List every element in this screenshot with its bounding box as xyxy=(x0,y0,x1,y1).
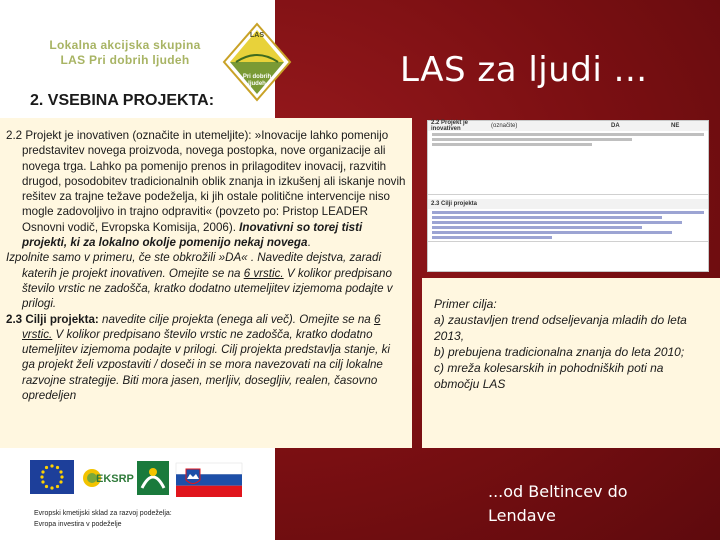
eafrd-logo-icon xyxy=(80,460,134,496)
fill-instructions-b: V kolikor predpisano število vrstic ne zadošča, kratko dodatno utemeljitev izjemoma podajte v prilogi. xyxy=(22,266,393,311)
innovation-end: . xyxy=(307,236,311,250)
goal-example xyxy=(434,296,704,392)
logo-bottom-line1: Pri dobrih xyxy=(242,74,272,80)
eu-flag-icon xyxy=(30,460,74,494)
slide-title: LAS za ljudi ... xyxy=(400,50,648,90)
form-yes-label: DA xyxy=(611,123,620,129)
tagline xyxy=(488,480,628,528)
innovation-paragraph xyxy=(6,128,406,250)
goals-text-b: V kolikor predpisano število vrstic ne zadošča, kratko dodatno utemeljitev izjemoma podajte v prilogi. Cilj projekta predstavlja stanje, ki ga projekt želi vzpostaviti / doseči in se mora navezovati na cilj lokalne razvojne strategije. Biti mora jasen, merljiv, dosegljiv, realen, časovno opredeljen xyxy=(22,327,390,403)
example-b: b) prebujena tradicionalna znanja do leta 2010; xyxy=(434,345,685,359)
tagline-line1: ...od Beltincev do xyxy=(488,482,628,501)
goals-label: 2.3 Cilji projekta: xyxy=(6,312,99,326)
instructions-text xyxy=(6,128,406,403)
logo-top-text: LAS xyxy=(250,32,264,39)
logo-bottom-line2: ljudeh xyxy=(248,81,266,87)
section-heading: 2. VSEBINA PROJEKTA: xyxy=(30,92,215,109)
footer-text-line2: Evropa investira v podeželje xyxy=(34,521,122,528)
form-goals-label: 2.3 Cilji projekta xyxy=(431,201,478,207)
slovenia-flag-icon xyxy=(176,463,242,497)
lag-name xyxy=(20,38,230,68)
eafrd-logo-text: EKSRP xyxy=(96,473,134,485)
example-title: Primer cilja: xyxy=(434,297,497,311)
fill-instructions-paragraph xyxy=(6,250,406,311)
form-row-goals xyxy=(428,199,708,242)
tagline-line2: Lendave xyxy=(488,506,556,525)
innovation-emphasis: Inovativni so torej tisti projekti, ki za lokalno okolje pomenijo nekaj novega xyxy=(22,220,363,250)
fill-instructions-a: Izpolnite samo v primeru, če ste obkrožili »DA« . Navedite dejstva, zaradi katerih je projekt inovativen. Omejite se na xyxy=(6,251,382,280)
lag-name-line2: LAS Pri dobrih ljudeh xyxy=(60,53,190,67)
leader-logo-icon xyxy=(136,460,170,496)
footer-text xyxy=(34,508,172,530)
fill-instructions-limit: 6 vrstic. xyxy=(243,266,284,280)
example-c: c) mreža kolesarskih in pohodniških poti na območju LAS xyxy=(434,361,664,391)
las-logo-icon xyxy=(222,22,292,102)
form-innovation-hint: (označite) xyxy=(491,123,518,129)
form-row-innovation xyxy=(428,121,708,195)
innovation-text: 2.2 Projekt je inovativen (označite in utemeljite): »Inovacije lahko pomenijo predstavitev novega proizvoda, novega postopka, nove organizacije ali novega trga. Lahko pa pomenijo prenos in prilagoditev inovacij, razvitih drugod, posodobitev tradicionalnih oblik znanja in izkušenj ali iskanje novih rešitev za trajne težave podeželja, ki jih ostale politične intervencije niso mogle zadovoljivo in trajno odpraviti« (povzeto po: Pristop LEADER Osnovni vodič, Evropska Komisija, 2006). xyxy=(6,129,406,234)
lag-name-line1: Lokalna akcijska skupina xyxy=(49,38,201,52)
form-innovation-label: 2.2 Projekt je inovativen xyxy=(431,120,469,132)
form-no-label: NE xyxy=(671,123,680,129)
goals-paragraph xyxy=(6,312,406,404)
goals-limit: 6 vrstic. xyxy=(22,312,381,341)
form-screenshot xyxy=(427,120,709,272)
goals-text-a: navedite cilje projekta (enega ali več). Omejite se na xyxy=(98,312,374,326)
example-a: a) zaustavljen trend odseljevanja mladih do leta 2013, xyxy=(434,313,687,343)
footer-text-line1: Evropski kmetijski sklad za razvoj podeželja: xyxy=(34,510,172,517)
